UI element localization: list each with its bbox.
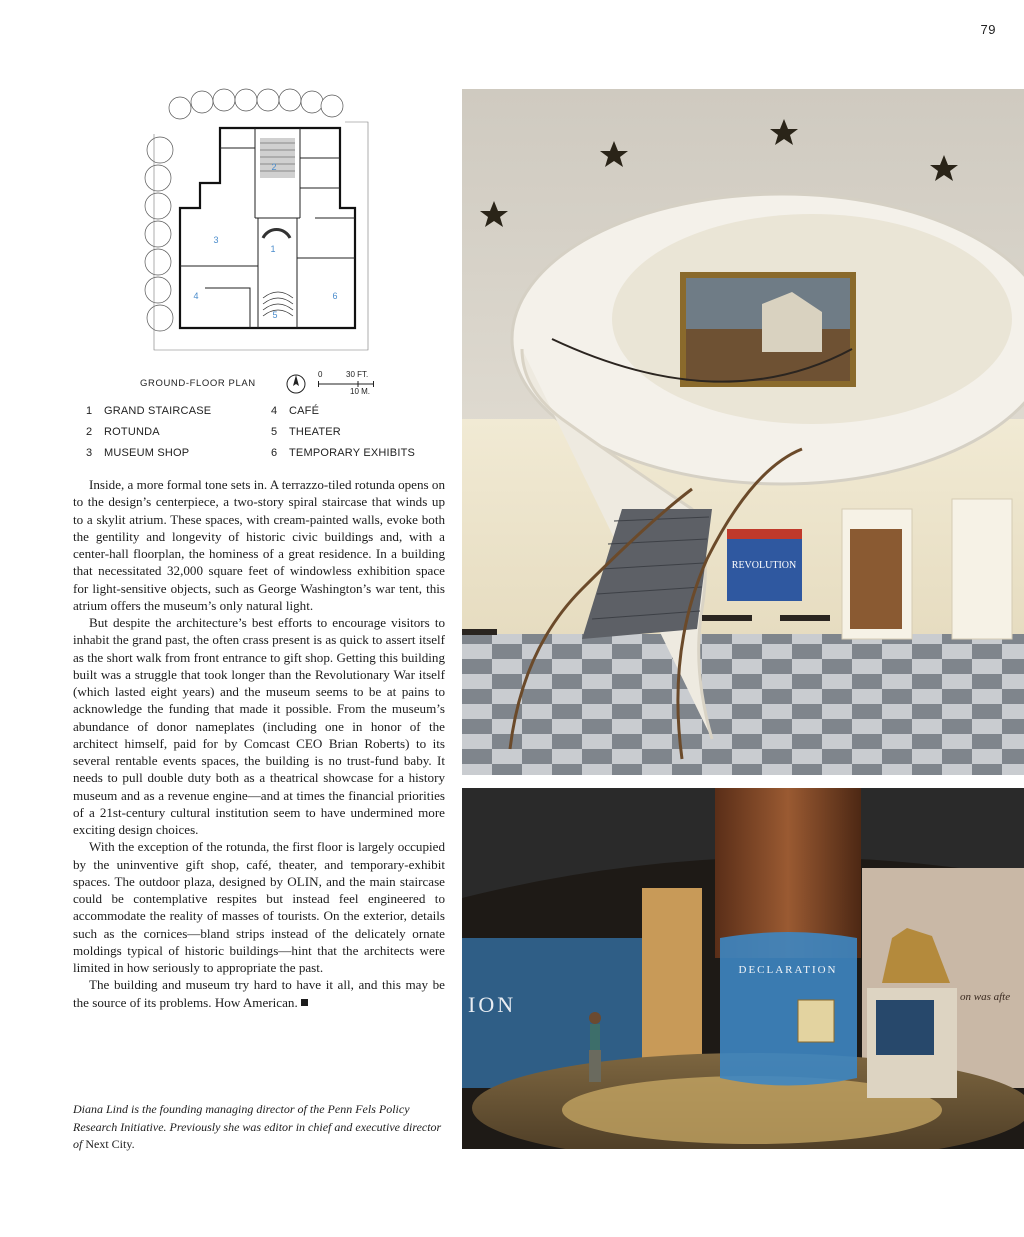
rotunda-staircase-photo — [462, 89, 1024, 775]
article-paragraph: With the exception of the rotunda, the first floor is largely occupied by the uninventive gift shop, café, theater, and temporary-exhibit spaces. The outdoor plaza, designed by OLIN, and the main staircase could be contemplative respites but instead feel engineered to accommodate the reality of masses of tourists. On the exterior, details such as the cornices—bland strips instead of the delicately ornate moldings typical of historic buildings—hint that the architects were limited in how seriously to appropriate the past. — [73, 839, 445, 975]
article-body — [73, 476, 445, 1011]
plan-room-number: 2 — [271, 162, 277, 172]
scale-zero: 0 — [318, 370, 323, 379]
legend-item: 4 CAFÉ — [271, 405, 320, 417]
scale-feet: 30 FT. — [346, 370, 369, 379]
legend-item: 3 MUSEUM SHOP — [86, 447, 190, 459]
scale-bar — [312, 370, 382, 398]
article-paragraph-final: The building and museum try hard to have it all, and this may be the source of its problems. How American. — [73, 977, 445, 1010]
plan-room-number: 5 — [272, 310, 278, 320]
scale-meters: 10 M. — [350, 387, 371, 396]
plan-caption: GROUND-FLOOR PLAN — [140, 378, 256, 389]
article-paragraph: But despite the architecture’s best efforts to encourage visitors to inhabit the grand past, the often crass present is as quick to assert itself as the short walk from front entrance to gift shop. Getting this building built was a struggle that took longer than the Revolutionary War itself (which lasted eight years) and the museum seems to be at pains to acknowledge the funding that made it possible. From the museum’s abundance of donor nameplates (including one in honor of the architect himself, paid for by Comcast CEO Brian Roberts) to its several rentable events spaces, the building is no trust-fund baby. It needs to pull double duty both as a theatrical showcase for a history museum and as a revenue engine—and at times the financial priorities of a 21st-century cultural institution seem to have undermined more exciting design choices. — [73, 615, 445, 837]
wall-text-right: on was afte — [960, 991, 1011, 1003]
legend-item: 5 THEATER — [271, 426, 341, 438]
plan-room-number: 3 — [213, 235, 219, 245]
legend-item: 2 ROTUNDA — [86, 426, 160, 438]
case-title-text: DECLARATION — [738, 964, 838, 976]
plan-room-number: 6 — [332, 291, 338, 301]
plan-room-number: 4 — [193, 291, 199, 301]
legend-item: 6 TEMPORARY EXHIBITS — [271, 447, 416, 459]
end-mark-icon — [301, 999, 308, 1006]
wall-text-left: ION — [468, 992, 517, 1017]
plan-room-number: 1 — [270, 244, 276, 254]
page-number: 79 — [980, 22, 996, 37]
article-paragraph: Inside, a more formal tone sets in. A terrazzo-tiled rotunda opens on to the design’s centerpiece, a two-story spiral staircase that winds up to a skylit atrium. These spaces, with cream-painted walls, evoke both the gentility and longevity of historic civic buildings and, with a center-hall floorplan, the hominess of a great residence. In a building that necessitated 32,000 square feet of windowless exhibition space for light-sensitive objects, such as George Washington’s war tent, this atrium offers the museum’s only natural light. — [73, 477, 445, 613]
north-arrow-icon — [285, 372, 307, 396]
ground-floor-plan — [140, 88, 380, 363]
author-bio: Diana Lind is the founding managing director of the Penn Fels Policy Research Initiative. Previously she was editor in chief and executive director of Next City. — [73, 1102, 442, 1151]
exhibit-gallery-photo — [462, 788, 1024, 1149]
revolution-banner-text: REVOLUTION — [731, 560, 797, 571]
publication-name: Next City. — [85, 1137, 135, 1151]
legend-item: 1 GRAND STAIRCASE — [86, 405, 212, 417]
